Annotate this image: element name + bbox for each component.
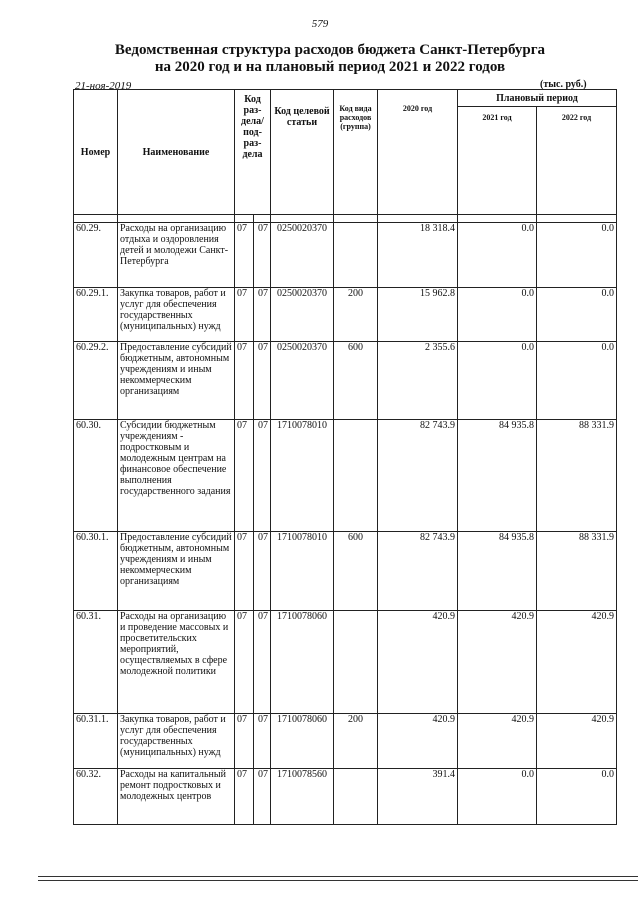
row-subsection: 07: [254, 714, 271, 769]
row-amount-2022: 0.0: [537, 769, 617, 825]
row-subsection: 07: [254, 532, 271, 611]
row-section: 07: [235, 223, 254, 288]
table-row: [74, 532, 617, 611]
row-amount-2022: 0.0: [537, 288, 617, 342]
row-amount-2021: 0.0: [458, 223, 537, 288]
row-section: 07: [235, 532, 254, 611]
table-row: [74, 714, 617, 769]
header-spacer-cell: [118, 215, 235, 223]
row-name: Расходы на организацию отдыха и оздоровления детей и молодежи Санкт-Петербурга: [118, 223, 235, 288]
header-2021: 2021 год: [458, 107, 537, 215]
row-subsection: 07: [254, 342, 271, 420]
row-target-code: 1710078010: [271, 420, 334, 532]
header-spacer-cell: [271, 215, 334, 223]
row-number: 60.30.1.: [74, 532, 118, 611]
row-name: Закупка товаров, работ и услуг для обеспечения государственных (муниципальных) нужд: [118, 714, 235, 769]
row-expense-type: [334, 611, 378, 714]
row-amount-2021: 0.0: [458, 769, 537, 825]
header-number: Номер: [74, 90, 118, 215]
header-spacer-cell: [458, 215, 537, 223]
row-amount-2021: 420.9: [458, 611, 537, 714]
table-row: [74, 611, 617, 714]
table-row: [74, 769, 617, 825]
row-amount-2021: 84 935.8: [458, 420, 537, 532]
title-line-2: на 2020 год и на плановый период 2021 и 2022 годов: [154, 59, 506, 75]
row-amount-2020: 420.9: [378, 714, 458, 769]
row-amount-2020: 82 743.9: [378, 420, 458, 532]
row-amount-2022: 0.0: [537, 342, 617, 420]
row-number: 60.31.1.: [74, 714, 118, 769]
row-expense-type: 200: [334, 288, 378, 342]
table-row: [74, 342, 617, 420]
row-section: 07: [235, 288, 254, 342]
header-expense-type: Код вида расходов (группа): [334, 90, 378, 215]
row-name: Закупка товаров, работ и услуг для обеспечения государственных (муниципальных) нужд: [118, 288, 235, 342]
row-number: 60.31.: [74, 611, 118, 714]
row-section: 07: [235, 769, 254, 825]
document-title: [60, 42, 600, 76]
units-label: (тыс. руб.): [540, 79, 587, 90]
row-amount-2020: 420.9: [378, 611, 458, 714]
header-planned-period: Плановый период: [458, 90, 617, 107]
row-amount-2021: 420.9: [458, 714, 537, 769]
row-target-code: 0250020370: [271, 223, 334, 288]
row-target-code: 0250020370: [271, 288, 334, 342]
row-section: 07: [235, 342, 254, 420]
row-target-code: 1710078060: [271, 714, 334, 769]
header-spacer-cell: [254, 215, 271, 223]
row-amount-2022: 420.9: [537, 611, 617, 714]
row-section: 07: [235, 714, 254, 769]
footer-rule: [38, 880, 638, 881]
row-section: 07: [235, 420, 254, 532]
row-amount-2020: 15 962.8: [378, 288, 458, 342]
row-name: Субсидии бюджетным учреждениям - подростковым и молодежным центрам на финансовое обеспечение выполнения государственного задания: [118, 420, 235, 532]
row-expense-type: [334, 223, 378, 288]
row-number: 60.29.1.: [74, 288, 118, 342]
row-expense-type: 600: [334, 342, 378, 420]
row-subsection: 07: [254, 769, 271, 825]
row-name: Предоставление субсидий бюджетным, автономным учреждениям и иным некоммерческим организациям: [118, 342, 235, 420]
row-number: 60.29.: [74, 223, 118, 288]
document-date: 21-ноя-2019: [75, 80, 132, 92]
row-subsection: 07: [254, 611, 271, 714]
row-amount-2022: 88 331.9: [537, 420, 617, 532]
row-number: 60.29.2.: [74, 342, 118, 420]
row-amount-2022: 0.0: [537, 223, 617, 288]
row-amount-2020: 18 318.4: [378, 223, 458, 288]
row-name: Расходы на организацию и проведение массовых и просветительских мероприятий, осуществляемых в сфере молодежной политики: [118, 611, 235, 714]
row-expense-type: 200: [334, 714, 378, 769]
row-target-code: 1710078060: [271, 611, 334, 714]
page-number: 579: [311, 18, 329, 30]
row-amount-2021: 84 935.8: [458, 532, 537, 611]
header-spacer-cell: [74, 215, 118, 223]
header-spacer-cell: [378, 215, 458, 223]
header-name: Наименование: [118, 90, 235, 215]
row-number: 60.30.: [74, 420, 118, 532]
header-target: Код целевой статьи: [271, 90, 334, 215]
row-amount-2020: 82 743.9: [378, 532, 458, 611]
header-spacer-cell: [537, 215, 617, 223]
row-target-code: 1710078010: [271, 532, 334, 611]
table-row: [74, 223, 617, 288]
row-amount-2021: 0.0: [458, 342, 537, 420]
header-2020: 2020 год: [378, 90, 458, 215]
row-target-code: 0250020370: [271, 342, 334, 420]
footer-rule: [38, 876, 638, 877]
row-target-code: 1710078560: [271, 769, 334, 825]
title-line-1: Ведомственная структура расходов бюджета Санкт-Петербурга: [114, 42, 546, 58]
row-expense-type: [334, 420, 378, 532]
header-spacer-cell: [334, 215, 378, 223]
row-amount-2021: 0.0: [458, 288, 537, 342]
row-number: 60.32.: [74, 769, 118, 825]
header-section: Код раз-дела/ под-раз-дела: [235, 90, 271, 215]
table-row: [74, 288, 617, 342]
row-name: Предоставление субсидий бюджетным, автономным учреждениям и иным некоммерческим организациям: [118, 532, 235, 611]
header-2022: 2022 год: [537, 107, 617, 215]
table-header: [74, 90, 617, 223]
header-spacer-cell: [235, 215, 254, 223]
budget-table: [73, 89, 617, 825]
row-amount-2022: 420.9: [537, 714, 617, 769]
row-name: Расходы на капитальный ремонт подростковых и молодежных центров: [118, 769, 235, 825]
row-amount-2020: 391.4: [378, 769, 458, 825]
row-amount-2022: 88 331.9: [537, 532, 617, 611]
row-subsection: 07: [254, 420, 271, 532]
row-expense-type: [334, 769, 378, 825]
row-subsection: 07: [254, 288, 271, 342]
row-subsection: 07: [254, 223, 271, 288]
row-section: 07: [235, 611, 254, 714]
table-row: [74, 420, 617, 532]
row-amount-2020: 2 355.6: [378, 342, 458, 420]
row-expense-type: 600: [334, 532, 378, 611]
